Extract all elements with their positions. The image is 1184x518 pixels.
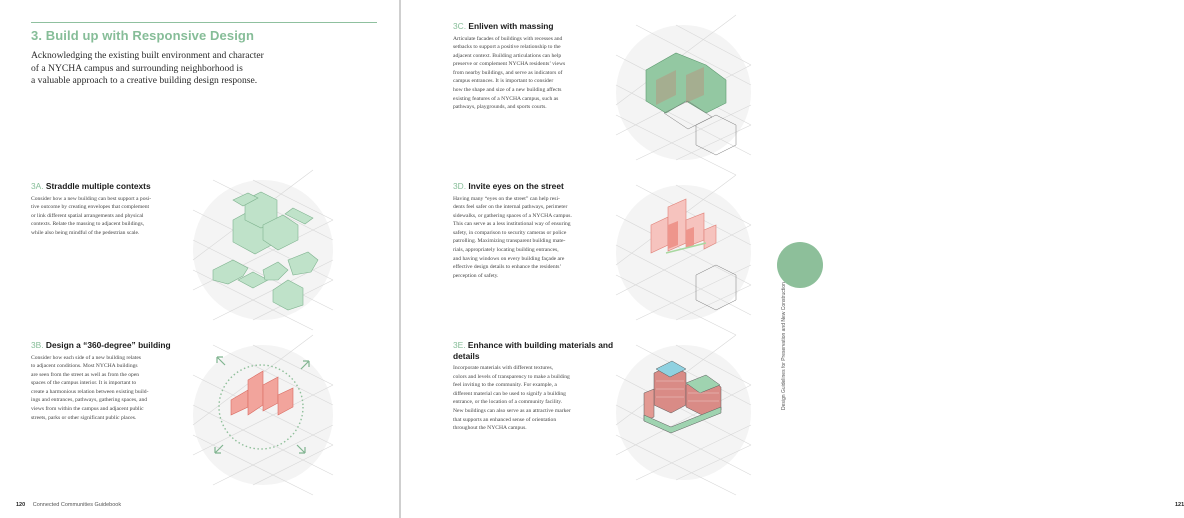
guideline-heading	[31, 340, 211, 351]
guideline-heading	[31, 181, 211, 192]
guideline-title: Enhance with building materials and details	[453, 340, 614, 361]
guideline-3d	[453, 181, 623, 280]
body-line: sidewalks, or gathering spaces of a NYCHA campus.	[453, 212, 572, 219]
body-line: Articulate facades of buildings with recesses and	[453, 35, 563, 42]
isometric-red-360-illustration	[193, 345, 333, 485]
guideline-title: Enliven with massing	[468, 21, 554, 31]
body-line: contexts. Relate the massing to adjacent buildings,	[31, 221, 145, 228]
body-line: ings and entrances, pathways, gathering spaces, and	[31, 397, 148, 404]
body-line: This can serve as a less institutional way of ensuring	[453, 221, 571, 228]
guideline-body	[453, 195, 623, 281]
intro-line: of a NYCHA campus and surrounding neighborhood is	[31, 62, 243, 74]
guideline-heading	[453, 340, 623, 361]
isometric-pink-eyes-street-illustration	[616, 185, 751, 320]
page-number: 120	[16, 502, 26, 508]
body-line: entrance, or the location of a community facility.	[453, 399, 563, 406]
body-line: and having windows on every building façade are	[453, 255, 565, 262]
guideline-body	[31, 354, 211, 423]
guideline-body	[453, 35, 623, 112]
body-line: to adjacent conditions. Most NYCHA buildings	[31, 363, 138, 370]
guideline-number: 3D.	[453, 181, 467, 191]
body-line: tive outcome by creating envelopes that complement	[31, 204, 150, 211]
body-line: pathways, playgrounds, and sports courts.	[453, 104, 547, 111]
page-number: 121	[1175, 502, 1184, 508]
body-line: views from within the campus and adjacent public	[31, 406, 144, 413]
body-line: that supports an enhanced sense of orientation	[453, 416, 557, 423]
body-line: safety, in comparison to security cameras or police	[453, 229, 567, 236]
body-line: spaces of the campus interior. It is important to	[31, 380, 137, 387]
guideline-3a	[31, 181, 211, 237]
body-line: different material can be used to signify a building	[453, 390, 566, 397]
body-line: Having many “eyes on the street” can help resi-	[453, 195, 560, 202]
body-line: streets, parks or other significant public places.	[31, 414, 137, 421]
guideline-number: 3A.	[31, 181, 44, 191]
left-page	[0, 0, 400, 518]
guideline-title: Straddle multiple contexts	[45, 181, 151, 191]
body-line: existing features of a NYCHA campus, such as	[453, 95, 559, 102]
top-rule-divider	[31, 22, 377, 23]
guideline-body	[453, 364, 623, 433]
guideline-title: Invite eyes on the street	[468, 181, 564, 191]
body-line: patrolling. Maximizing transparent building mate-	[453, 238, 566, 245]
guideline-heading	[453, 181, 623, 192]
section-intro	[31, 50, 271, 88]
body-line: New buildings can also serve as an attractive marker	[453, 407, 571, 414]
book-title: Connected Communities Guidebook	[32, 502, 122, 508]
isometric-detailed-building-illustration	[616, 345, 751, 480]
guideline-number: 3E.	[453, 340, 466, 350]
body-line: perception of safety.	[453, 272, 499, 279]
body-line: Consider how a new building can best support a posi-	[31, 195, 152, 202]
body-line: are seen from the street as well as from the open	[31, 371, 140, 378]
body-line: or link different spatial arrangements and physical	[31, 212, 144, 219]
body-line: Incorporate materials with different textures,	[453, 365, 554, 371]
body-line: colors and levels of transparency to make a building	[453, 373, 570, 380]
right-page	[401, 0, 1184, 518]
body-line: adjacent context. Building articulations can help	[453, 52, 562, 59]
section-title: 3. Build up with Responsive Design	[31, 28, 254, 43]
body-line: how the shape and size of a new building affects	[453, 87, 562, 94]
body-line: feel inviting to the community. For example, a	[453, 382, 557, 389]
body-line: campus entrances. It is important to consider	[453, 78, 554, 85]
body-line: setbacks to support a positive relationship to the	[453, 44, 561, 51]
body-line: Consider how each side of a new building relates	[31, 354, 141, 361]
body-line: create a harmonious relation between existing build-	[31, 388, 149, 395]
body-line: from nearby buildings, and serve as indicators of	[453, 69, 563, 76]
body-line: effective design details to enhance the residents’	[453, 264, 562, 271]
guideline-number: 3B.	[31, 340, 44, 350]
guideline-title: Design a “360-degree” building	[45, 340, 171, 350]
isometric-green-massing-illustration	[193, 180, 333, 320]
running-header-vertical: Design Guidelines for Preservation and New Construction	[781, 282, 787, 410]
body-line: throughout the NYCHA campus.	[453, 425, 527, 432]
intro-line: Acknowledging the existing built environment and character	[31, 50, 264, 61]
guideline-heading	[453, 21, 623, 32]
guideline-number: 3C.	[453, 21, 467, 31]
isometric-green-massing-volume-illustration	[616, 25, 751, 160]
body-line: while also being mindful of the pedestrian scale.	[31, 229, 140, 236]
guideline-3b	[31, 340, 211, 422]
body-line: preserve or complement NYCHA residents’ views	[453, 61, 566, 68]
footer-left	[16, 502, 121, 508]
guideline-body	[31, 195, 211, 238]
body-line: dents feel safer on the internal pathways, perimeter	[453, 204, 568, 211]
guideline-3c	[453, 21, 623, 112]
guideline-3e	[453, 340, 623, 433]
body-line: rials, appropriately locating building entrances,	[453, 247, 559, 254]
intro-line: a valuable approach to a creative building design response.	[31, 75, 258, 86]
